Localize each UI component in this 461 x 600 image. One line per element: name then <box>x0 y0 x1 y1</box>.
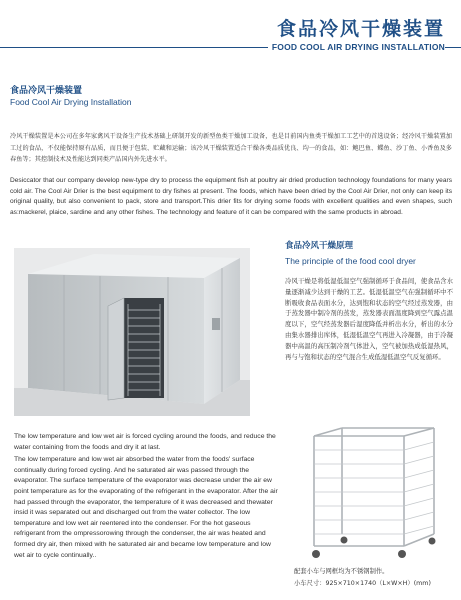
drying-cart-image <box>294 426 454 576</box>
intro-paragraph-cn: 冷风干燥装置是本公司在多年家禽风干设备生产技术基础上研制开发的新型鱼类干燥加工设备，也是目前国内鱼类干燥加工工艺中的首选设备；经冷风干燥装置加工过的食品，不仅能保持原有品质，而且便于包装、贮藏和运输；该冷风干燥装置适合干燥各类品质优良、均一的食品，如：鲍巴鱼、鲽鱼、沙丁鱼、小香鱼及多春鱼等；其控制技术及性能达到同类产品国内外先进水平。 <box>10 133 452 163</box>
cart-caption-line1: 配套小车与网框均为不锈钢制作。 <box>294 568 389 575</box>
cart-caption-line2: 小车尺寸：925×710×1740（L×W×H）(mm) <box>294 580 431 587</box>
page-title-en: FOOD COOL AIR DRYING INSTALLATION <box>268 42 445 52</box>
drying-room-image <box>14 248 250 416</box>
intro-paragraph-en: Desiccator that our company develop new-type dry to process the equipment fish at poultry air dried production technology foundations for many years cold air. The Cool Air Drier is the best equipment to dry fishes at present. The foods, which have been dried by the Cool Air Drier, not only can keep its original quality, but also convenient to pack, store and transport.This drier fits for drying some foods with excellent qualities and even shapes, such as:mackerel, plaice, sardine and any other fishes. The technology and feature of it can be compared with the same products in abroad. <box>10 177 452 217</box>
low-temp-paragraph-1: The low temperature and low wet air is forced cycling around the foods, and reduce the water containing from the foods and dry it at last. <box>14 433 276 451</box>
principle-paragraph-cn: 冷风干燥是将低湿低温空气强制循环于食品间，使食品含水量逐渐减少达到干燥的工艺。低湿低温空气在强制循环中不断吸收食品表面水分，达到饱和状态的空气经过蒸发器，由于蒸发器中制冷剂的蒸发，蒸发器表面温度降到空气露点温度以下，空气经蒸发器后湿度降低并析出水分，析出的水分由集水器排出库体，低湿低温空气再进入冷凝器，由于冷凝器中高温的高压制冷剂气体进入，空气被加热成低湿热风，再与与饱和状态的空气混合生成低湿低温空气反复循环。 <box>285 277 453 361</box>
low-temp-paragraph-2: The low temperature and low wet air absorbed the water from the foods' surface continually during forced cycling. And he saturated air was passed through the evaporator. The surface temperature of the evaporator was decrease under the air ew point temperature as for the evaporating of the refrigerant in the evaporator. After the air had passed through the evaporator, the temperature of it was decreased and thewater insid it was separated out and discharged out from the water collector. The low temperature and low wet air reentered into the condenser. For the hot gaseous refrigerant from the ompressorowing through the condenser, the air was heated and formed dry air, then mixed with he saturated air and became low temperature and low wet air to cycle continually.. <box>14 456 278 559</box>
principle-title-en: The principle of the food cool dryer <box>285 256 416 266</box>
page-title-cn: 食品冷风干燥装置 <box>276 18 445 40</box>
low-temp-paragraphs <box>14 432 280 561</box>
section-title-en: Food Cool Air Drying Installation <box>10 97 132 107</box>
section-title-cn: 食品冷风干燥装置 <box>10 86 83 96</box>
principle-title-cn: 食品冷风干燥原理 <box>285 241 354 251</box>
